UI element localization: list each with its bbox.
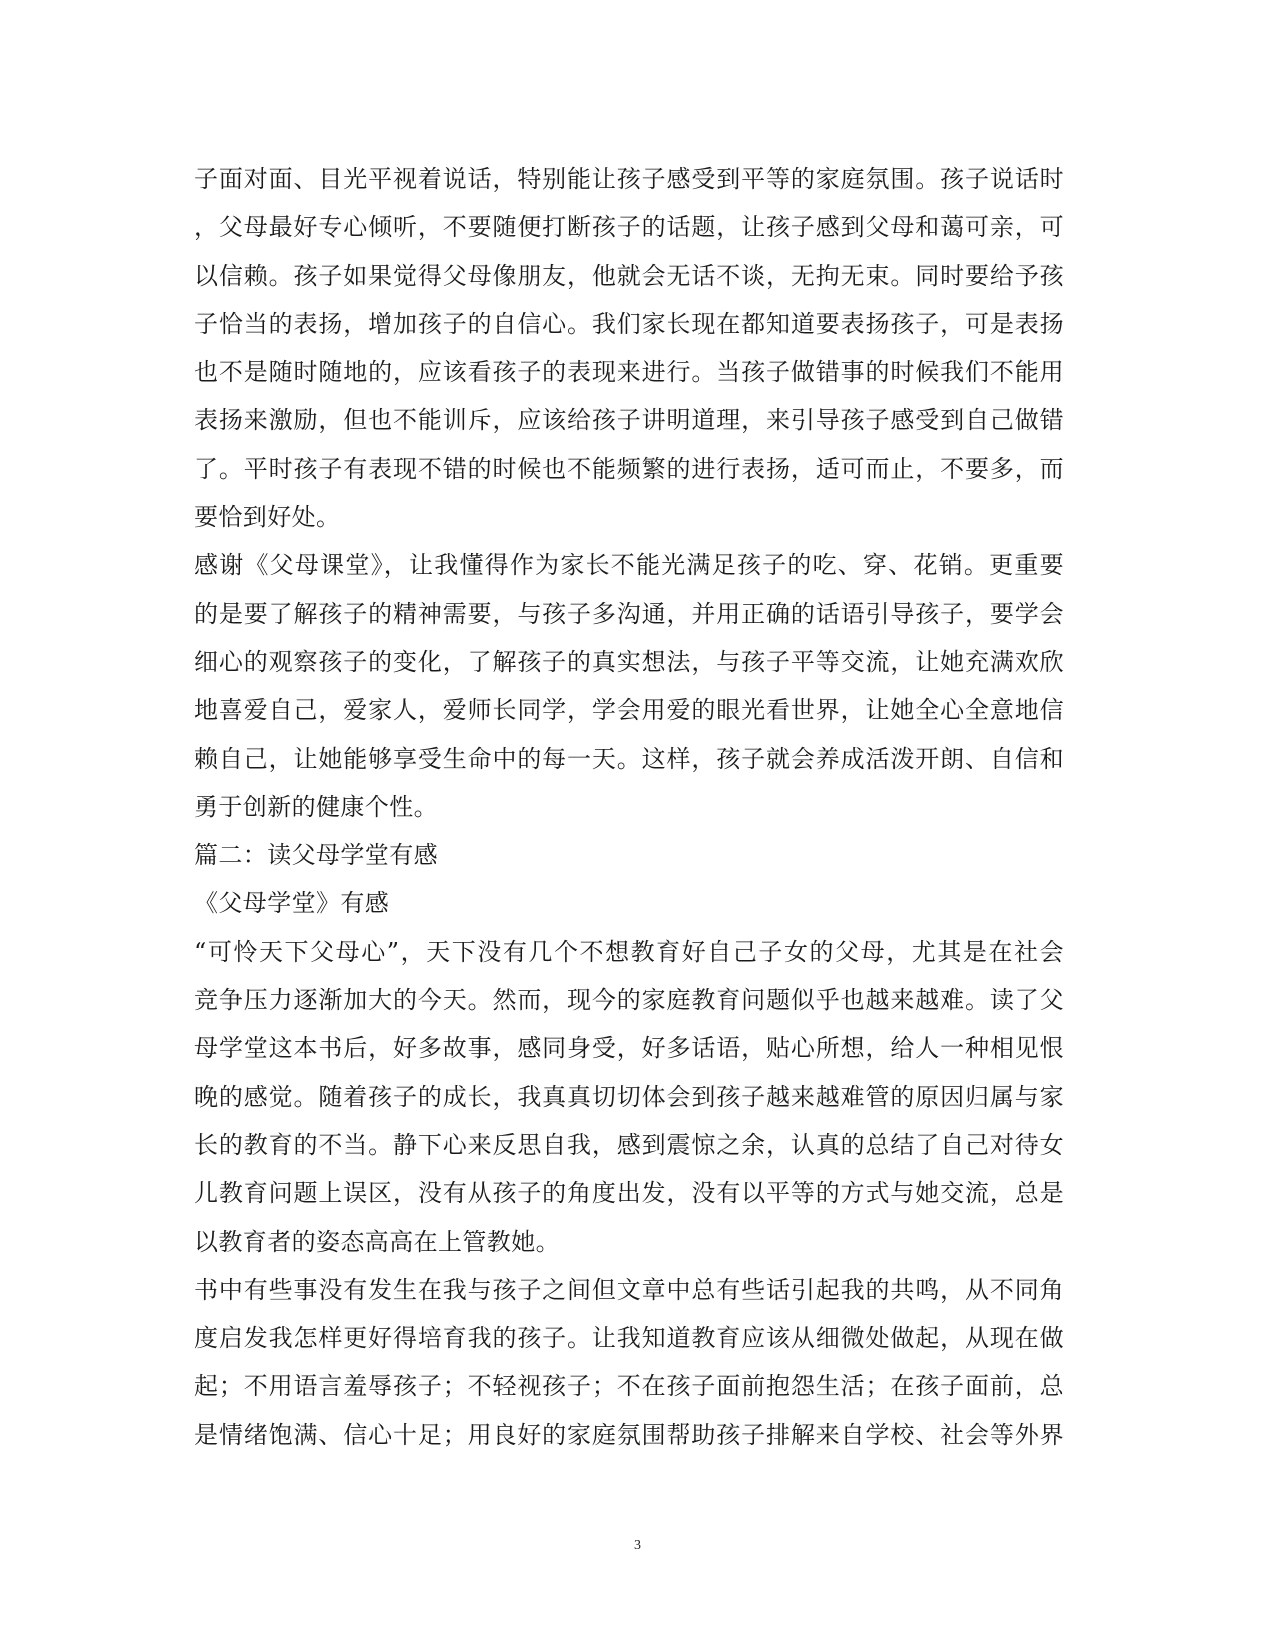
text-line: 以教育者的姿态高高在上管教她。 <box>194 1227 560 1256</box>
text-line: 表扬来激励，但也不能训斥，应该给孩子讲明道理，来引导孩子感受到自己做错 <box>194 406 1064 435</box>
text-line: 地喜爱自己，爱家人，爱师长同学，学会用爱的眼光看世界，让她全心全意地信 <box>194 696 1064 725</box>
text-line: 了。平时孩子有表现不错的时候也不能频繁的进行表扬，适可而止，不要多，而 <box>194 454 1064 483</box>
text-line: 儿教育问题上误区，没有从孩子的角度出发，没有以平等的方式与她交流，总是 <box>194 1179 1064 1208</box>
text-line: “可怜天下父母心”，天下没有几个不想教育好自己子女的父母，尤其是在社会 <box>194 937 1064 966</box>
text-line: 是情绪饱满、信心十足；用良好的家庭氛围帮助孩子排解来自学校、社会等外界 <box>194 1420 1064 1449</box>
text-line: 也不是随时随地的，应该看孩子的表现来进行。当孩子做错事的时候我们不能用 <box>194 358 1064 387</box>
text-line: 细心的观察孩子的变化，了解孩子的真实想法，与孩子平等交流，让她充满欢欣 <box>194 647 1064 676</box>
text-line: 子恰当的表扬，增加孩子的自信心。我们家长现在都知道要表扬孩子，可是表扬 <box>194 309 1064 338</box>
text-line: 篇二：读父母学堂有感 <box>194 841 438 870</box>
text-line: ，父母最好专心倾听，不要随便打断孩子的话题，让孩子感到父母和蔼可亲，可 <box>194 213 1064 242</box>
text-line: 子面对面、目光平视着说话，特别能让孩子感受到平等的家庭氛围。孩子说话时 <box>194 165 1064 193</box>
text-line: 勇于创新的健康个性。 <box>194 792 438 821</box>
text-line: 起；不用语言羞辱孩子；不轻视孩子；不在孩子面前抱怨生活；在孩子面前，总 <box>194 1372 1064 1401</box>
text-line: 母学堂这本书后，好多故事，感同身受，好多话语，贴心所想，给人一种相见恨 <box>194 1034 1064 1063</box>
text-line: 书中有些事没有发生在我与孩子之间但文章中总有些话引起我的共鸣，从不同角 <box>194 1275 1064 1304</box>
page-body <box>194 155 1064 1459</box>
text-line: 的是要了解孩子的精神需要，与孩子多沟通，并用正确的话语引导孩子，要学会 <box>194 599 1064 628</box>
text-line: 《父母学堂》有感 <box>194 889 390 918</box>
text-line: 要恰到好处。 <box>194 503 341 532</box>
text-line: 感谢《父母课堂》，让我懂得作为家长不能光满足孩子的吃、穿、花销。更重要 <box>194 551 1064 580</box>
text-line: 竞争压力逐渐加大的今天。然而，现今的家庭教育问题似乎也越来越难。读了父 <box>194 986 1064 1015</box>
text-line: 赖自己，让她能够享受生命中的每一天。这样，孩子就会养成活泼开朗、自信和 <box>194 744 1064 773</box>
text-line: 晚的感觉。随着孩子的成长，我真真切切体会到孩子越来越难管的原因归属与家 <box>194 1082 1064 1111</box>
text-line: 长的教育的不当。静下心来反思自我，感到震惊之余，认真的总结了自己对待女 <box>194 1130 1064 1159</box>
text-line: 以信赖。孩子如果觉得父母像朋友，他就会无话不谈，无拘无束。同时要给予孩 <box>194 261 1064 290</box>
page-number: 3 <box>634 1538 641 1553</box>
text-line: 度启发我怎样更好得培育我的孩子。让我知道教育应该从细微处做起，从现在做 <box>194 1324 1064 1353</box>
